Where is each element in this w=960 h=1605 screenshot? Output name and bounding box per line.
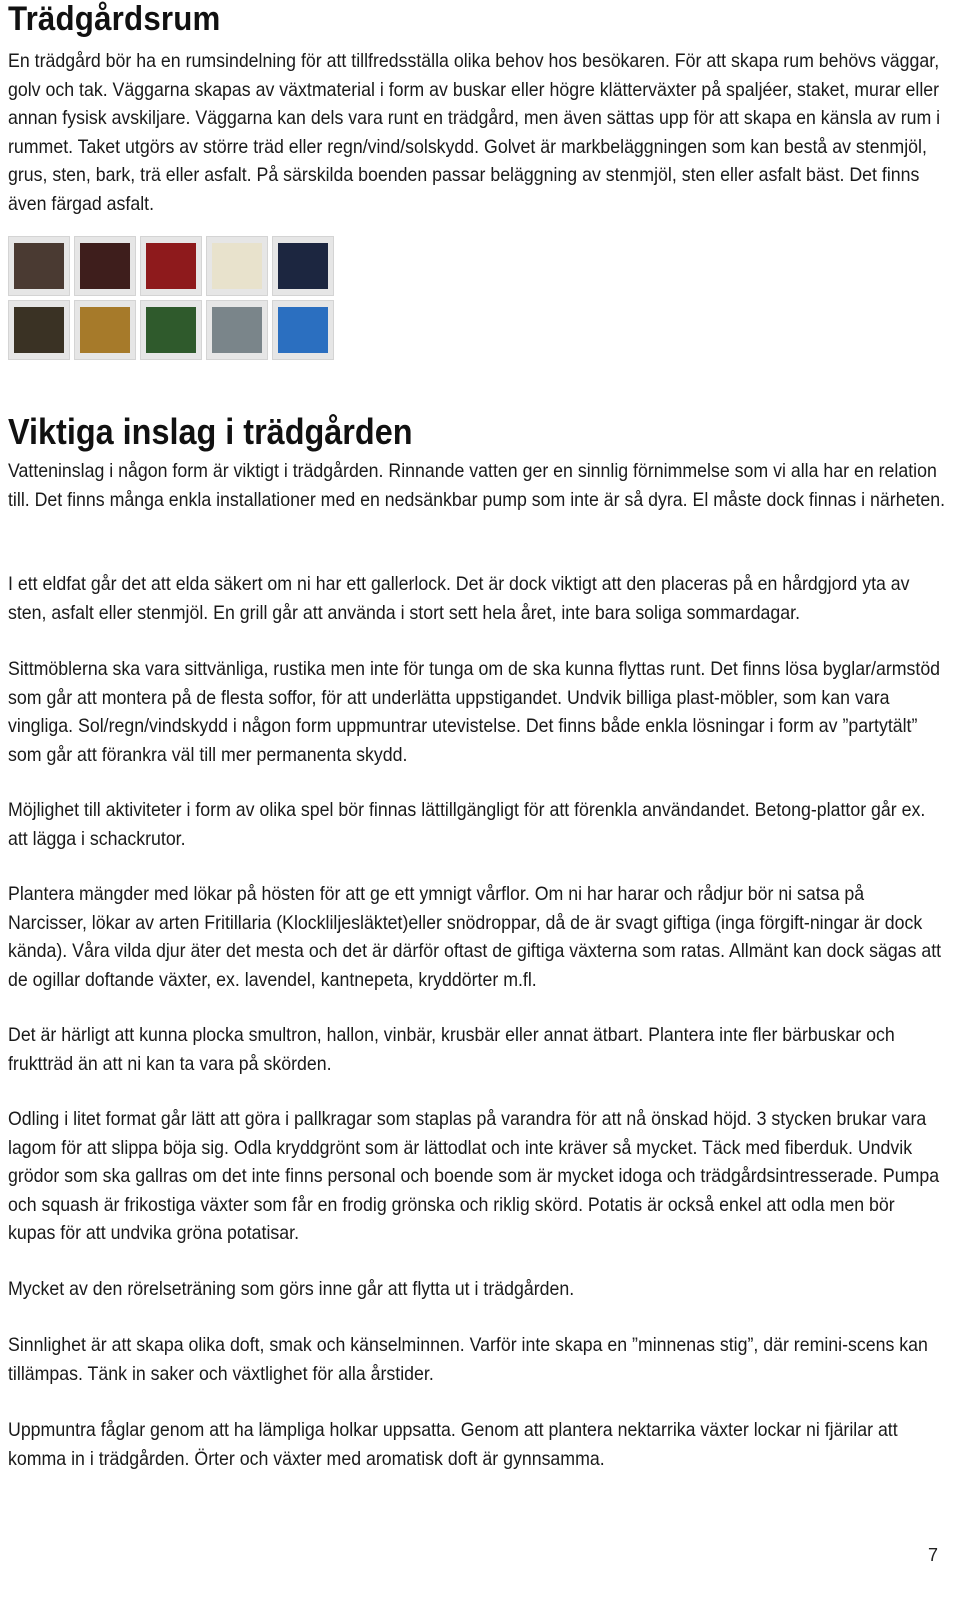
color-chip <box>212 307 262 353</box>
color-chip <box>80 307 130 353</box>
section-title-tradgardsrum: Trädgårdsrum <box>8 0 221 38</box>
color-swatch <box>140 300 202 360</box>
paragraph-aktiviteter: Möjlighet till aktiviteter i form av olika spel bör finnas lättillgängligt för att förenkla användandet. Betong-plattor går ex. att lägga i schackrutor. <box>8 799 926 850</box>
color-swatch <box>272 236 334 296</box>
asphalt-color-swatches <box>8 236 330 360</box>
color-swatch <box>74 300 136 360</box>
color-chip <box>212 243 262 289</box>
color-chip <box>14 243 64 289</box>
color-swatch <box>206 300 268 360</box>
color-swatch <box>140 236 202 296</box>
color-chip <box>278 243 328 289</box>
paragraph-sittmobler: Sittmöblerna ska vara sittvänliga, rustika men inte för tunga om de ska kunna flyttas runt. Det finns lösa byglar/armstöd som går att montera på de flesta soffor, för att underlätta uppstigandet. Undvik billiga plast-möbler, som kan vara vingliga. Sol/regn/vindskydd i någon form uppmuntrar utevistelse. Det finns både enkla lösningar i form av ”partytält” som går att förankra väl till mer permanenta skydd. <box>8 658 941 766</box>
paragraph-eldfat: I ett eldfat går det att elda säkert om ni har ett gallerlock. Det är dock viktigt att den placeras på en hårdgjord yta av sten, asfalt eller stenmjöl. En grill går att använda i stort sett hela året, inte bara soliga sommardagar. <box>8 573 910 624</box>
paragraph-faglar: Uppmuntra fåglar genom att ha lämpliga holkar uppsatta. Genom att plantera nektarrika växter lockar ni fjärilar att komma in i trädgården. Örter och växter med aromatisk doft är gynnsamma. <box>8 1419 898 1470</box>
paragraph-sinnlighet: Sinnlighet är att skapa olika doft, smak och känselminnen. Varför inte skapa en ”minnenas stig”, där remini-scens kan tillämpas. Tänk in saker och växtlighet för alla årstider. <box>8 1334 928 1385</box>
color-swatch <box>8 300 70 360</box>
paragraph-odling: Odling i litet format går lätt att göra i pallkragar som staplas på varandra för att nå önskad höjd. 3 stycken brukar vara lagom för att slippa böja sig. Odla kryddgrönt som är lättodlat och inte kräver så mycket. Täck med fiberduk. Undvik grödor som ska gallras om det inte finns personal och boende som är mycket idoga och trädgårdsintresserade. Pumpa och squash är frikostiga växter som får en frodig grönska och riklig skörd. Potatis är också enkel att odla men bör kupas för att undvika gröna potatisar. <box>8 1108 940 1245</box>
color-swatch <box>8 236 70 296</box>
page-number: 7 <box>927 1545 938 1565</box>
color-chip <box>146 243 196 289</box>
color-swatch <box>74 236 136 296</box>
color-chip <box>146 307 196 353</box>
intro-paragraph: En trädgård bör ha en rumsindelning för att tillfredsställa olika behov hos besökaren. För att skapa rum behövs väggar, golv och tak. Väggarna skapas av växtmaterial i form av buskar eller högre klätterväxter på spaljéer, staket, murar eller annan fysisk avskiljare. Väggarna kan dels vara runt en trädgård, men även sättas upp för att skapa en känsla av rum i rummet. Taket utgörs av större träd eller regn/vind/solskydd. Golvet är markbeläggningen som kan bestå av stenmjöl, grus, sten, bark, trä eller asfalt. På särskilda boenden passar beläggning av stenmjöl, sten eller asfalt bäst. Det finns även färgad asfalt. <box>8 50 941 215</box>
color-chip <box>278 307 328 353</box>
section-title-viktiga-inslag: Viktiga inslag i trädgården <box>8 411 413 452</box>
color-swatch <box>272 300 334 360</box>
paragraph-lokar: Plantera mängder med lökar på hösten för att ge ett ymnigt vårflor. Om ni har harar och rådjur bör ni satsa på Narcisser, lökar av arten Fritillaria (Klockliljesläktet)eller snödroppar, då de är svagt giftiga (inga förgift-ningar är dock kända). Våra vilda djur äter det mesta och det är därför oftast de giftiga växterna som ratas. Allmänt kan dock sägas att de ogillar doftande växter, ex. lavendel, kantnepeta, kryddörter m.fl. <box>8 883 942 991</box>
color-chip <box>14 307 64 353</box>
paragraph-vatteninslag: Vatteninslag i någon form är viktigt i trädgården. Rinnande vatten ger en sinnlig förnimmelse som vi alla har en relation till. Det finns många enkla installationer med en nedsänkbar pump som inte är så dyra. El måste dock finnas i närheten. <box>8 460 946 511</box>
paragraph-rorelsetraning: Mycket av den rörelseträning som görs inne går att flytta ut i trädgården. <box>8 1278 575 1300</box>
paragraph-atbart: Det är härligt att kunna plocka smultron, hallon, vinbär, krusbär eller annat ätbart. Plantera inte fler bärbuskar och fruktträd än att ni kan ta vara på skörden. <box>8 1024 895 1075</box>
color-swatch <box>206 236 268 296</box>
color-chip <box>80 243 130 289</box>
